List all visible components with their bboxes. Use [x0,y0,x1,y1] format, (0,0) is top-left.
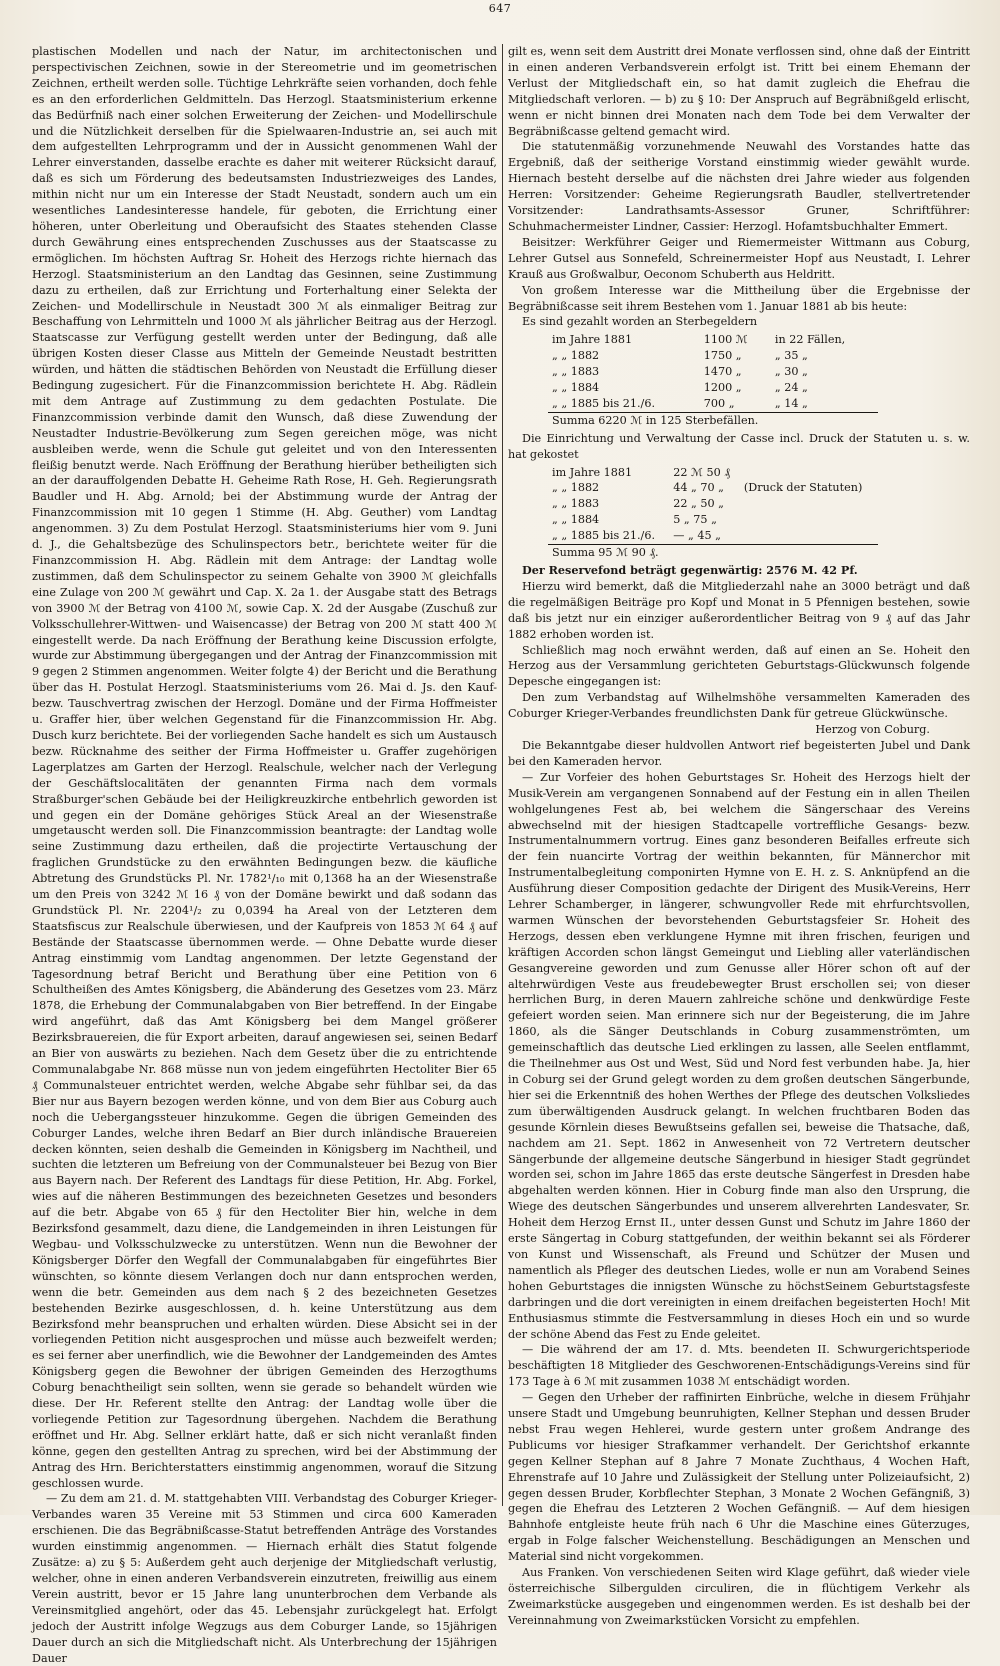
table-row [548,465,878,481]
row-note [740,496,878,512]
row-amount: 22 ℳ 50 ₰ [673,465,730,479]
row-cases: „ 24 „ [774,381,808,395]
row-amount: 44 „ 70 „ [673,481,724,495]
right-paragraph-musikverein: — Zur Vorfeier des hohen Geburtstages Sr. Hoheit des Herzogs hielt der Musik-Verein am vergangenen Sonnabend auf der Festung ein in allen Theilen wohlgelungenes Fest ab, bei welchem die Sängerschaar des Vereins abwechselnd mit der hiesigen Stadtcapelle vortreffliche Gesangs- bezw. Instrumentalnummern vortrug. Eines ganz besonderen Beifalles erfreute sich der fein nuancirte Vortrag der weithin bekannten, für Männerchor mit Instrumentalbegleitung componirten Hymne von E. H. z. S. Anknüpfend an die Ausführung dieser Composition gedachte der Dirigent des Musik-Vereins, Herr Lehrer Schamberger, in längerer, schwungvoller Rede mit ehrfurchtsvollen, warmen Wünschen der bevorstehenden Geburtstagsfeier Sr. Hoheit des Herzogs, dessen eben verklungene Hymne mit ihren frischen, feurigen und kräftigen Accorden schon längst Gemeingut und Liebling aller vaterländischen Gesangvereine geworden und zum Genusse aller Hörer schon oft auf der altehrwürdigen Veste aus freudebewegter Brust erschollen sei; von dieser herrlichen Burg, in deren Mauern zahlreiche schöne und denkwürdige Feste gefeiert worden seien. Man erinnere sich nur der Begeisterung, die im Jahre 1860, als die Sänger Deutschlands in Coburg zusammenströmten, um gemeinschaftlich das deutsche Lied erklingen zu lassen, alle Seelen entflammt, die Theilnehmer aus Ost und West, Süd und Nord fest verbunden habe. Ja, hier in Coburg sei der Grund gelegt worden zu dem großen deutschen Sängerbunde, hier sei die Erkenntniß des hohen Werthes der Pflege des deutschen Volksliedes zum überwältigenden Ausdruck gelangt. In welchen fruchtbaren Boden das gesunde Körnlein dieses Bewußtseins gefallen sei, beweise die Thatsache, daß, nachdem am 21. Sept. 1862 in Anwesenheit von 72 Vertretern deutscher Sängerbunde der allgemeine deutsche Sängerbund in hiesiger Stadt gegründet worden sei, schon im Jahre 1865 das erste deutsche Sängerfest in Dresden habe abgehalten werden können. Hier in Coburg finde man also den Ursprung, die Wiege des deutschen Sängerbundes und unserem allverehrten Landesvater, Sr. Hoheit dem Herzog Ernst II., unter dessen Gunst und Schutz im Jahre 1860 der erste Sängertag in Coburg stattgefunden, der weithin bekannt sei als Förderer von Kunst und Wissenschaft, als Freund und Schützer der Musen und namentlich als Pfleger des deutschen Liedes, wolle er nun am Vorabend Seines hohen Geburtstages die innigsten Wünsche zu höchstSeinem Geburtstagsfeste darbringen und die dort vereinigten in einem dreifachen begeisterten Hoch! Mit Enthusiasmus stimmte die Festversammlung in dieses Hoch ein und so wurde der schöne Abend das Fest zu Ende geleitet. [508,770,970,1341]
table-sum-row [548,545,878,561]
right-paragraph-costs: Die Einrichtung und Verwaltung der Casse incl. Druck der Statuten u. s. w. hat gekostet [508,431,970,461]
left-paragraph-1: plastischen Modellen und nach der Natur, im architectonischen und perspectivischen Zeichnen, sowie in der Stereometrie und im geometrischen Zeichnen, ertheilt werden solle. Tüchtige Lehrkräfte seien vorhanden, doch fehle es an den erforderlichen Geldmitteln. Das Herzogl. Staatsministerium erkenne das Bedürfniß nach einer solchen Erweiterung der Zeichen- und Modellirschule und die Nützlichkeit derselben für die Spielwaaren-Industrie an, sei auch mit dem aufgestellten Lehrprogramm und der in Aussicht genommenen Wahl der Lehrer einverstanden, dasselbe erachte es daher mit weiterer Rücksicht darauf, daß es sich um Förderung des bedeutsamsten Industriezweiges des Landes, mithin nicht nur um ein Interesse der Stadt Neustadt, sondern auch um ein wesentliches Landesinteresse handele, für geboten, die Errichtung einer höheren, unter Oberleitung und Oberaufsicht des Staates stehenden Classe durch Gewährung eines entsprechenden Zuschusses aus der Staatscasse zu ermöglichen. Im höchsten Auftrag Sr. Hoheit des Herzogs richte hiernach das Herzogl. Staatsministerium an den Landtag das Gesinnen, seine Zustimmung dazu zu ertheilen, daß zur Errichtung und Forterhaltung einer Selekta der Zeichen- und Modellirschule in Neustadt 300 ℳ als einmaliger Beitrag zur Beschaffung von Lehrmitteln und 1000 ℳ als jährlicher Beitrag aus der Herzogl. Staatscasse zur Verfügung gestellt werden unter der Bedingung, daß alle übrigen Kosten dieser Classe aus Mitteln der Gemeinde Neustadt bestritten würden, und hätten die städtischen Behörden von Neustadt die Erfüllung dieser Bedingung zugesichert. Für die Finanzcommission berichtete H. Abg. Rädlein mit dem Antrage auf Zustimmung zu dem gedachten Postulate. Die Finanzcommission verbinde damit den Wunsch, daß diese Zuwendung der Neustadter Industrie-Bevölkerung zum Segen gereichen möge, was nicht ausbleiben werde, wenn die Schule gut geleitet und von den Interessenten fleißig benutzt werde. Nach Eröffnung der Berathung hierüber betheiligten sich an der darauffolgenden Debatte H. Geheime Rath Rose, H. Geh. Regierungsrath Baudler und H. Abg. Arnold; bei der Abstimmung wurde der Antrag der Finanzcommission mit 10 gegen 1 Stimme (H. Abg. Geuther) vom Landtag angenommen. 3) Zu dem Postulat Herzogl. Staatsministeriums hier vom 9. Juni d. J., die Gehaltsbezüge des Schulinspectors betr., berichtete weiter für die Finanzcommission H. Abg. Rädlein mit dem Antrage: der Landtag wolle zustimmen, daß dem Schulinspector zu seinem Gehalte von 3900 ℳ gleichfalls eine Zulage von 200 ℳ gewährt und Cap. X. 2a 1. der Ausgabe statt des Betrags von 3900 ℳ der Betrag von 4100 ℳ, sowie Cap. X. 2d der Ausgabe (Zuschuß zur Volksschullehrer-Wittwen- und Waisencasse) der Betrag von 200 ℳ statt 400 ℳ eingestellt werde. Da nach Eröffnung der Berathung keine Discussion erfolgte, wurde zur Abstimmung übergegangen und der Antrag der Finanzcommission mit 9 gegen 2 Stimmen angenommen. Weiter folgte 4) der Bericht und die Berathung über das H. Postulat Herzogl. Staatsministeriums vom 26. Mai d. Js. den Kauf- bezw. Tauschvertrag zwischen der Herzogl. Domäne und der Firma Hoffmeister u. Graffer hier, über welchen Gegenstand für die Finanzcommission Hr. Abg. Dusch kurz berichtete. Bei der vorliegenden Sache handelt es sich um Austausch bezw. Rücknahme des seither der Firma Hoffmeister u. Graffer zugehörigen Lagerplatzes am Garten der Herzogl. Realschule, welcher nach der Verlegung der Geschäftslocalitäten der genannten Firma nach dem vormals Straßburger'schen Gebäude bei der Heiligkreuzkirche entbehrlich geworden ist und gegen ein der Domäne gehöriges Stück Areal an der Wiesenstraße umgetauscht werden soll. Die Finanzcommission beantragte: der Landtag wolle seine Zustimmung dazu ertheilen, daß die projectirte Vertauschung der fraglichen Grundstücke zu den erwähnten Bedingungen bezw. die käufliche Abtretung des Grundstücks Pl. Nr. 1782¹/₁₀ mit 0,1368 ha an der Wiesenstraße um den Preis von 3242 ℳ 16 ₰ von der Domäne bewirkt und daß sodann das Grundstück Pl. Nr. 2204¹/₂ zu 0,0394 ha Areal von der Letzteren dem Staatsfiscus zur Realschule überwiesen, und der Kaufpreis von 1853 ℳ 64 ₰ auf Bestände der Staatscasse übernommen werde. — Ohne Debatte wurde dieser Antrag einstimmig vom Landtag angenommen. Der letzte Gegenstand der Tagesordnung betraf Bericht und Berathung über eine Petition von 6 Schultheißen des Amtes Königsberg, die Abänderung des Gesetzes vom 23. März 1878, die Erhebung der Communalabgaben von Bier betreffend. In der Eingabe wird angeführt, daß das Amt Königsberg bei dem Mangel größerer Bezirksbrauereien, die für Export arbeiten, darauf angewiesen sei, seinen Bedarf an Bier von auswärts zu beziehen. Nach dem Gesetz über die zu entrichtende Communalabgabe Nr. 868 müsse nun von jedem eingeführten Hectoliter Bier 65 ₰ Communalsteuer entrichtet werden, welche Abgabe sehr fühlbar sei, da das Bier nur aus Bayern bezogen werden könne, und von dem Bier aus Coburg auch noch die Uebergangssteuer hinzukomme. Gegen die übrigen Gemeinden des Coburger Landes, welche ihren Bedarf an Bier durch inländische Brauereien decken könnten, seien deshalb die Gemeinden in Königsberg im Nachtheil, und suchten die letzteren um Befreiung von der Communalsteuer bei Bezug von Bier aus Bayern nach. Der Referent des Landtags für diese Petition, Hr. Abg. Forkel, wies auf die näheren Bestimmungen des bezeichneten Gesetzes und besonders auf die betr. Abgabe von 65 ₰ für den Hectoliter Bier hin, welche in dem Bezirksfond gesammelt, dazu diene, die Landgemeinden in ihren Leistungen für Wegbau- und Volksschulzwecke zu unterstützen. Wenn nun die Bewohner der Königsberger Dörfer den Wegfall der Communalabgaben für eingeführtes Bier wünschten, so könnte diesem Verlangen doch nur dann entsprochen werden, wenn die betr. Gemeinden aus dem nach § 2 des bezeichneten Gesetzes bestehenden Bezirke ausgeschlossen, d. h. keine Unterstützung aus dem Bezirksfond mehr beanspruchen und erhalten würden. Diese Absicht sei in der vorliegenden Petition nicht ausgesprochen und müsse auch bezweifelt werden; es sei ferner aber unerfindlich, wie die Bewohner der Landgemeinden des Amtes Königsberg gegen die Bewohner der übrigen Gemeinden des Herzogthums Coburg benachtheiligt sein sollten, wenn sie gerade so behandelt würden wie diese. Der Hr. Referent stellte den Antrag: der Landtag wolle über die vorliegende Petition zur Tagesordnung übergehen. Nachdem die Berathung eröffnet und Hr. Abg. Sellner erklärt hatte, daß er sich nicht veranlaßt finden könne, gegen den gestellten Antrag zu sprechen, wird bei der Abstimmung der Antrag des Hrn. Berichterstatters einstimmig angenommen, worauf die Sitzung geschlossen wurde. [32,45,497,1490]
right-paragraph-5: Es sind gezahlt worden an Sterbegeldern [522,315,758,329]
row-cases: „ 14 „ [774,396,808,410]
row-note [740,528,878,544]
row-amount: 5 „ 75 „ [673,513,717,527]
row-cases: „ 35 „ [774,349,808,363]
row-label: „ „ 1885 bis 21./6. [552,529,656,543]
row-amount: 22 „ 50 „ [673,497,724,511]
row-amount: 1470 „ [703,365,742,379]
row-amount: 700 „ [703,396,735,410]
row-amount: 1100 ℳ [703,333,748,347]
reservefond-line: Der Reservefond beträgt gegenwärtig: 2576 M. 42 Pf. [522,563,858,577]
table-sum: Summa 95 ℳ 90 ₰. [548,545,878,561]
row-label: im Jahre 1881 [552,465,633,479]
right-paragraph-einbrueche: — Gegen den Urheber der raffinirten Einbrüche, welche in diesem Frühjahr unsere Stadt und Umgebung beunruhigten, Kellner Stephan und dessen Bruder nebst Frau wegen Hehlerei, wurde gestern unter großem Andrange des Publicums vor hiesiger Strafkammer verhandelt. Der Gerichtshof erkannte gegen Kellner Stephan auf 8 Jahre 7 Monate Zuchthaus, 4 Wochen Haft, Ehrenstrafe auf 10 Jahre und Zulässigkeit der Stellung unter Polizeiaufsicht, 2) gegen dessen Bruder, Korbflechter Stephan, 3 Monate 2 Wochen Gefängniß, 3) gegen die Ehefrau des Letzteren 2 Wochen Gefängniß. — Auf dem hiesigen Bahnhofe entgleiste heute früh nach 6 Uhr die Maschine eines Güterzuges, ergab in Folge falscher Weichenstellung. Beschädigungen an Menschen und Material sind nicht vorgekommen. [508,1391,970,1564]
right-paragraph-members: Hierzu wird bemerkt, daß die Mitgliederzahl nahe an 3000 beträgt und daß die regelmäßigen Beiträge pro Kopf und Monat in 5 Pfennigen bestehen, sowie daß bis jetzt nur ein einziger außerordentlicher Beitrag von 9 ₰ auf das Jahr 1882 erhoben worden ist. [508,579,970,641]
right-paragraph-schwurgericht: — Die während der am 17. d. Mts. beendeten II. Schwurgerichtsperiode beschäftigten 18 Mitglieder des Geschworenen-Entschädigungs-Vereins sind für 173 Tage à 6 ℳ mit zusammen 1038 ℳ entschädigt worden. [508,1343,970,1389]
sterbegeld-table [548,332,878,428]
table-row [548,364,878,380]
table-row [548,528,878,544]
row-label: „ „ 1884 [552,513,600,527]
row-label: „ „ 1882 [552,481,600,495]
table-row [548,496,878,512]
table-row [548,380,878,396]
cost-table [548,465,878,561]
row-label: „ „ 1883 [552,497,600,511]
right-paragraph-3: Beisitzer: Werkführer Geiger und Riemermeister Wittmann aus Coburg, Lehrer Gutsel aus Sonnefeld, Schreinermeister Hopf aus Neustadt, I. Lehrer Krauß aus Großwalbur, Oeconom Schuberth aus Heldritt. [508,235,970,281]
row-label: „ „ 1882 [552,349,600,363]
table-row [548,396,878,412]
table-row [548,332,878,348]
row-label: „ „ 1884 [552,381,600,395]
table-row [548,348,878,364]
row-cases: in 22 Fällen, [774,333,846,347]
left-paragraph-2: — Zu dem am 21. d. M. stattgehabten VIII. Verbandstag des Coburger Krieger-Verbandes waren 35 Vereine mit 53 Stimmen und circa 600 Kameraden erschienen. Die das Begräbnißcasse-Statut betreffenden Anträge des Vorstandes wurden einstimmig angenommen. — Hiernach erhält dies Statut folgende Zusätze: a) zu § 5: Außerdem geht auch derjenige der Mitgliedschaft verlustig, welcher, ohne in einen anderen Verbandsverein einzutreten, freiwillig aus einem Verein austritt, bevor er 15 Jahre lang ununterbrochen dem Verbande als Vereinsmitglied angehört, oder das 45. Lebensjahr zurückgelegt hat. Erfolgt jedoch der Austritt infolge Wegzugs aus dem Coburger Lande, so 15jährigen Dauer durch an sich die Mitgliedschaft nicht. Als Unterbrechung der 15jährigen Dauer [32,1492,497,1665]
table-sum: Summa 6220 ℳ in 125 Sterbefällen. [548,412,878,428]
right-paragraph-1: gilt es, wenn seit dem Austritt drei Monate verflossen sind, ohne daß der Eintritt in einen anderen Verbandsverein erfolgt ist. Tritt bei einem Ehemann der Verlust der Mitgliedschaft ein, so hat damit zugleich die Ehefrau die Mitgliedschaft verloren. — b) zu § 10: Der Anspruch auf Begräbnißgeld erlischt, wenn er nicht binnen drei Monaten nach dem Tode bei dem Verwalter der Begräbnißcasse geltend gemacht wird. [508,45,970,138]
row-amount: — „ 45 „ [673,529,721,543]
left-column [32,44,497,1665]
row-note: (Druck der Statuten) [743,481,863,495]
page-number: 647 [488,2,512,15]
row-note [740,465,878,481]
table-row [548,512,878,528]
right-paragraph-depesche-intro: Schließlich mag noch erwähnt werden, daß auf einen an Se. Hoheit den Herzog aus der Versammlung gerichteten Geburtstags-Glückwunsch folgende Depesche eingegangen ist: [508,643,970,689]
row-note [740,512,878,528]
right-paragraph-franken: Aus Franken. Von verschiedenen Seiten wird Klage geführt, daß wieder viele österreichische Silbergulden circuliren, die in flüchtigem Verkehr als Zweimarkstücke ausgegeben und eingenommen werden. Es ist deshalb bei der Vereinnahmung von Zweimarkstücken Vorsicht zu empfehlen. [508,1566,970,1627]
column-divider [502,44,503,1506]
row-label: „ „ 1883 [552,365,600,379]
row-amount: 1200 „ [703,381,742,395]
table-sum-row [548,412,878,428]
depesche-signature: Herzog von Coburg. [815,723,930,737]
right-column [508,44,970,1627]
right-paragraph-4: Von großem Interesse war die Mittheilung über die Ergebnisse der Begräbnißcasse seit ihrem Bestehen vom 1. Januar 1881 ab bis heute: [508,283,970,313]
row-label: im Jahre 1881 [552,333,633,347]
row-amount: 1750 „ [703,349,742,363]
table-row [548,480,878,496]
depesche-text: Den zum Verbandstag auf Wilhelmshöhe versammelten Kameraden des Coburger Krieger-Verbandes freundlichsten Dank für getreue Glückwünsche. [508,691,970,721]
row-label: „ „ 1885 bis 21./6. [552,396,656,410]
right-paragraph-jubel: Die Bekanntgabe dieser huldvollen Antwort rief begeisterten Jubel und Dank bei den Kameraden hervor. [508,738,970,768]
page-edge-shadow [972,40,1000,1510]
right-paragraph-2: Die statutenmäßig vorzunehmende Neuwahl des Vorstandes hatte das Ergebniß, daß der seitherige Vorstand einstimmig wieder gewählt wurde. Hiernach besteht derselbe auf die nächsten drei Jahre wieder aus folgenden Herren: Vorsitzender: Geheime Regierungsrath Baudler, stellvertretender Vorsitzender: Landrathsamts-Assessor Gruner, Schriftführer: Schuhmachermeister Lindner, Cassier: Herzogl. Hofamtsbuchhalter Emmert. [508,140,970,233]
row-cases: „ 30 „ [774,365,808,379]
